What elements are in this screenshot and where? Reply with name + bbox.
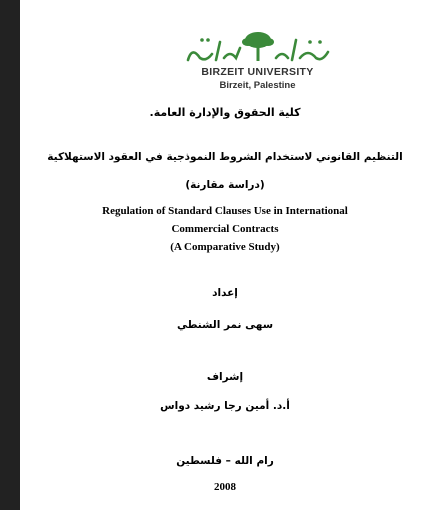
- supervisor-name: أ.د. أمين رجا رشيد دواس: [160, 400, 290, 412]
- publication-year: 2008: [214, 481, 236, 493]
- thesis-title-english-line2: Commercial Contracts: [171, 223, 279, 235]
- logo-emblem: [170, 28, 345, 66]
- author-label: إعداد: [212, 287, 238, 299]
- university-name: BIRZEIT UNIVERSITY: [201, 66, 314, 78]
- thesis-subtitle-arabic: (دراسة مقارنة): [185, 179, 265, 191]
- author-name: سهى نمر الشنطي: [176, 319, 274, 331]
- faculty-name: كلية الحقوق والإدارة العامة.: [149, 106, 301, 119]
- thesis-title-english-line1: Regulation of Standard Clauses Use in International: [102, 205, 348, 217]
- university-logo: [170, 28, 345, 98]
- supervisor-label: إشراف: [206, 371, 244, 383]
- place-of-publication: رام الله – فلسطين: [176, 455, 274, 467]
- thesis-title-arabic: التنظيم القانوني لاستخدام الشروط النموذجية في العقود الاستهلاكية: [47, 151, 403, 163]
- document-page: [20, 0, 430, 510]
- thesis-subtitle-english: (A Comparative Study): [170, 241, 280, 253]
- university-location: Birzeit, Palestine: [219, 80, 296, 91]
